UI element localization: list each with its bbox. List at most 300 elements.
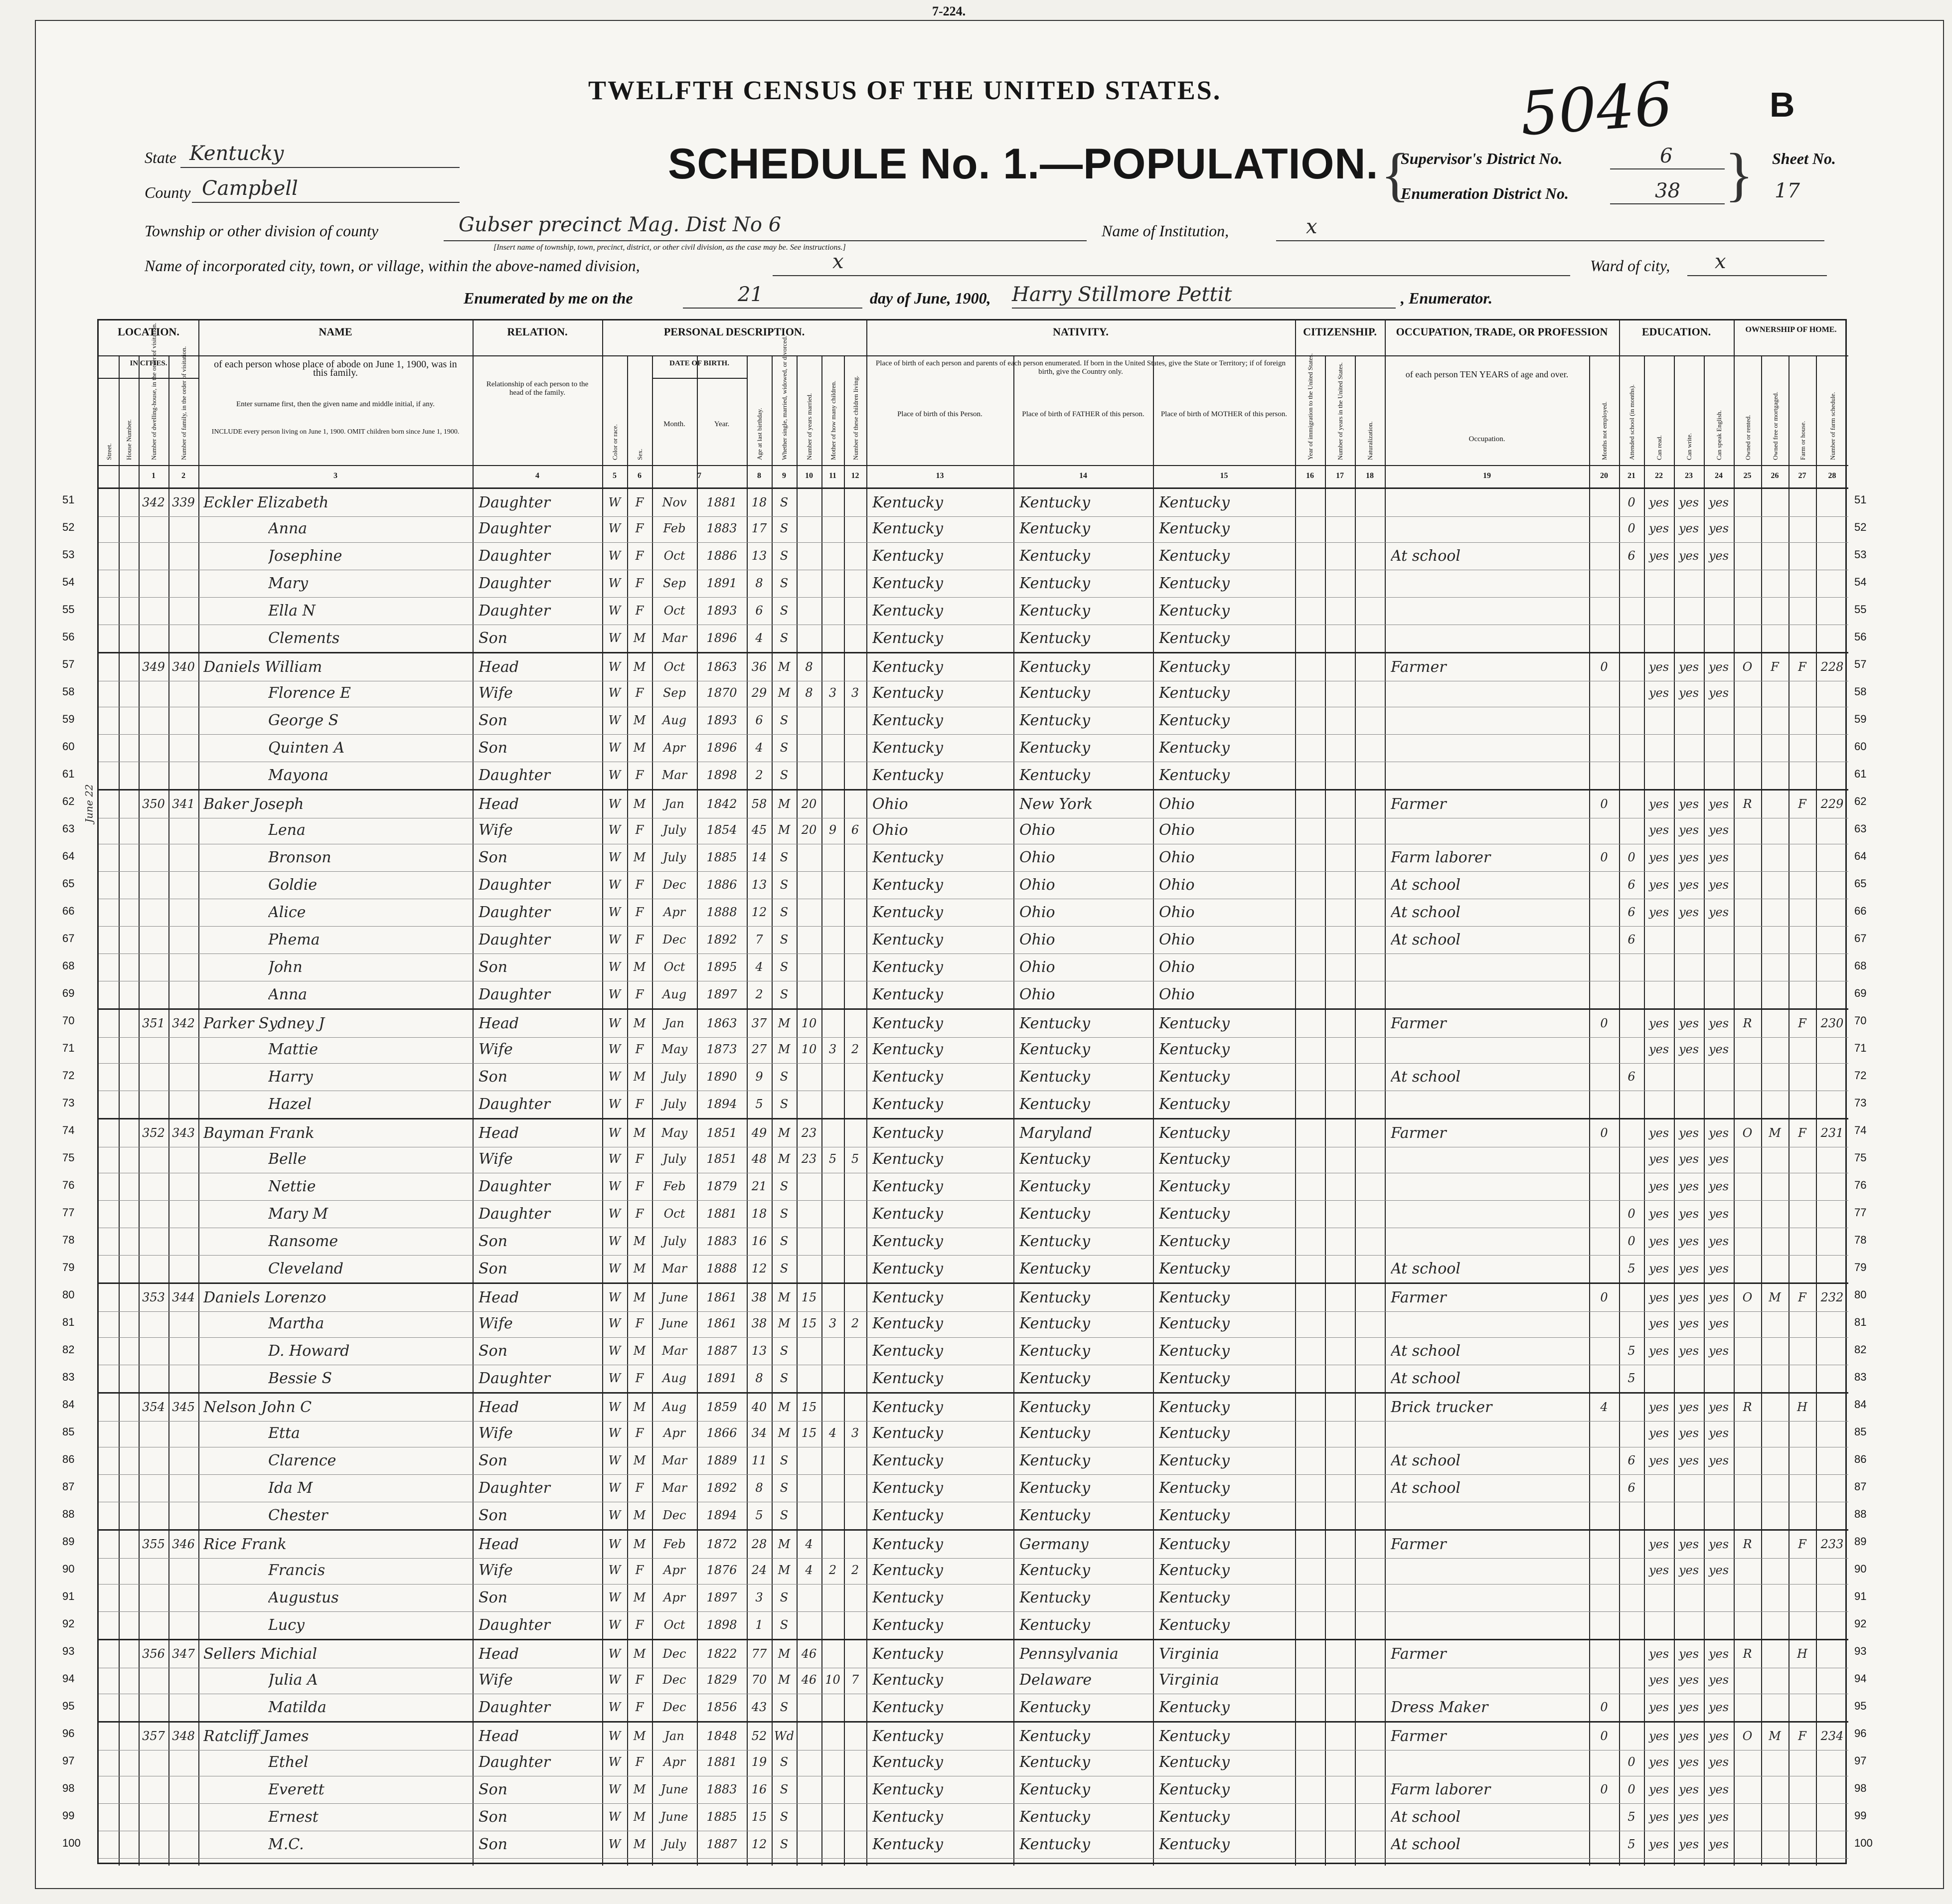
cell-ym: 8 <box>805 686 813 700</box>
cell-age: 6 <box>755 604 763 618</box>
cell-fob: New York <box>1019 795 1093 813</box>
cell-sch <box>1619 1173 1644 1200</box>
cell-sex: M <box>633 1647 646 1661</box>
cell-name: Eckler Elizabeth <box>203 494 329 511</box>
cell-fh <box>1789 489 1816 516</box>
cell-mob: Kentucky <box>1159 494 1230 511</box>
cell-name: Francis <box>268 1562 325 1579</box>
cell-ym <box>797 1365 821 1392</box>
cell-own <box>1734 762 1761 789</box>
cell-yr: 1898 <box>706 1618 737 1632</box>
cell-mne <box>1589 899 1619 926</box>
cell-mot <box>821 1200 844 1228</box>
state-label: State <box>145 149 176 166</box>
cell-rd: yes <box>1648 878 1669 892</box>
cell-ym <box>797 1611 821 1639</box>
cell-fh <box>1789 1228 1816 1255</box>
cell-fh <box>1789 816 1816 844</box>
cell-fam: 339 <box>172 495 195 509</box>
cell-fob: Kentucky <box>1019 520 1090 537</box>
cell-liv: 3 <box>851 686 859 700</box>
name-group-header: NAME <box>319 325 352 338</box>
cell-wr: yes <box>1678 1453 1699 1467</box>
cell-dw <box>139 1255 168 1282</box>
cell-sp: yes <box>1708 660 1729 674</box>
cell-fs <box>1816 1091 1848 1118</box>
cell-fob: Delaware <box>1019 1671 1092 1689</box>
cell-occ: Dress Maker <box>1391 1699 1488 1716</box>
cell-sex: M <box>633 1016 646 1030</box>
cell-sch <box>1619 1694 1644 1721</box>
cell-fr <box>1761 791 1789 818</box>
cell-mo: Feb <box>663 1179 686 1193</box>
cell-name: Florence E <box>268 684 351 702</box>
cell-fh <box>1789 1173 1816 1200</box>
cell-ym <box>797 734 821 762</box>
cell-mar: M <box>778 1563 791 1577</box>
cell-wr: yes <box>1678 1316 1699 1330</box>
cell-rd: yes <box>1648 1042 1669 1056</box>
cell-fh <box>1789 1474 1816 1502</box>
cell-dw: 349 <box>142 660 165 674</box>
cell-yr: 1897 <box>706 1590 737 1604</box>
cell-sch <box>1619 597 1644 625</box>
cell-mo: Apr <box>663 741 686 755</box>
cell-own <box>1734 1776 1761 1803</box>
line-number-right: 64 <box>1854 850 1867 862</box>
table-row <box>99 597 1848 625</box>
table-row <box>99 1776 1848 1804</box>
sex-header: Sex. <box>636 449 644 460</box>
cell-fr <box>1761 1394 1789 1421</box>
cell-mne: 0 <box>1600 660 1608 674</box>
marital-header: Whether single, married, widowed, or divorced. <box>781 335 788 460</box>
cell-mar: S <box>780 960 789 974</box>
cell-fs <box>1816 1831 1848 1858</box>
cell-own <box>1734 1091 1761 1118</box>
cell-col: W <box>608 1262 621 1275</box>
cell-sch <box>1619 1284 1644 1311</box>
cell-pob: Kentucky <box>872 1616 943 1634</box>
column-number: 18 <box>1366 472 1374 480</box>
cell-occ: At school <box>1391 1260 1461 1277</box>
cell-mne <box>1589 597 1619 625</box>
county-label: County <box>145 183 191 201</box>
cell-occ <box>1391 597 1587 625</box>
cell-rd <box>1644 762 1674 789</box>
cell-fam <box>168 1694 198 1721</box>
cell-age: 49 <box>751 1126 767 1140</box>
line-number-left: 61 <box>62 768 75 780</box>
cell-fs <box>1816 1611 1848 1639</box>
cell-rd: yes <box>1648 905 1669 919</box>
line-number-left: 67 <box>62 932 75 945</box>
cell-sch <box>1619 1420 1644 1447</box>
cell-mob: Kentucky <box>1159 602 1230 620</box>
cell-mne: 0 <box>1600 1729 1608 1743</box>
cell-age: 18 <box>751 1207 767 1221</box>
line-number-left: 58 <box>62 685 75 698</box>
cell-sp: yes <box>1708 1782 1729 1796</box>
cell-mar: S <box>780 1371 789 1385</box>
cell-mar: M <box>778 1673 791 1687</box>
line-number-right: 98 <box>1854 1782 1867 1794</box>
cell-sp: yes <box>1708 1042 1729 1056</box>
cell-sp <box>1704 625 1734 652</box>
cell-sp: yes <box>1708 1673 1729 1687</box>
cell-mne <box>1589 679 1619 707</box>
cell-rel: Daughter <box>479 931 550 949</box>
cell-mo: Mar <box>661 768 687 782</box>
cell-age: 8 <box>755 1371 763 1385</box>
cell-fh <box>1789 1584 1816 1611</box>
table-row <box>99 1008 1848 1038</box>
line-number-left: 71 <box>62 1042 75 1054</box>
cell-rd: yes <box>1648 1016 1669 1030</box>
cell-ym: 15 <box>801 1290 817 1304</box>
cell-fr <box>1761 1365 1789 1392</box>
cell-mar: S <box>780 576 789 590</box>
cell-pob: Kentucky <box>872 1753 943 1771</box>
cell-fob: Ohio <box>1019 931 1055 949</box>
column-number: 27 <box>1798 472 1806 480</box>
cell-wr <box>1674 1091 1704 1118</box>
cell-mot <box>821 653 844 681</box>
cell-age: 27 <box>751 1042 767 1056</box>
cell-dw <box>139 1173 168 1200</box>
cell-pob: Kentucky <box>872 494 943 511</box>
year-header: Year. <box>714 420 730 428</box>
cell-fob: Ohio <box>1019 986 1055 1003</box>
line-number-left: 64 <box>62 850 75 862</box>
cell-rd: yes <box>1648 1810 1669 1824</box>
cell-mob: Kentucky <box>1159 1479 1230 1497</box>
cell-occ <box>1391 1228 1587 1255</box>
cell-age: 14 <box>751 850 767 864</box>
cell-rel: Head <box>479 1289 519 1306</box>
cell-age: 48 <box>751 1152 767 1166</box>
cell-fs <box>1816 1502 1848 1529</box>
schedule-title: SCHEDULE No. 1.—POPULATION. <box>668 140 1379 188</box>
cell-mne <box>1589 1474 1619 1502</box>
cell-mo: Oct <box>663 604 685 618</box>
cell-dw <box>139 1063 168 1091</box>
cell-mar: S <box>780 1508 789 1522</box>
cell-wr <box>1674 570 1704 597</box>
line-number-left: 52 <box>62 521 75 533</box>
cell-dw <box>139 1447 168 1474</box>
column-number: 23 <box>1685 472 1693 480</box>
table-row <box>99 762 1848 790</box>
cell-own <box>1734 625 1761 652</box>
cell-col: W <box>608 1371 621 1385</box>
cell-sp: yes <box>1708 1316 1729 1330</box>
cell-occ: At school <box>1391 876 1461 894</box>
cell-name: Nettie <box>268 1178 316 1195</box>
cell-mar: S <box>780 1344 789 1358</box>
cell-mne: 0 <box>1600 1016 1608 1030</box>
color-header: Color or race. <box>611 424 619 460</box>
cell-age: 4 <box>755 631 763 645</box>
cell-col: W <box>608 1537 621 1551</box>
line-number-left: 79 <box>62 1261 75 1273</box>
cell-ym <box>797 1173 821 1200</box>
cell-sex: F <box>635 604 644 618</box>
cell-mot <box>821 1228 844 1255</box>
cell-fh: F <box>1798 1126 1806 1140</box>
cell-rel: Son <box>479 712 507 729</box>
cell-age: 7 <box>755 933 763 947</box>
cell-col: W <box>608 1700 621 1714</box>
cell-fob: Kentucky <box>1019 1178 1090 1195</box>
occupation-col-header: Occupation. <box>1468 435 1505 443</box>
cell-mne <box>1589 1831 1619 1858</box>
cell-fob: Kentucky <box>1019 1425 1090 1442</box>
cell-mob: Kentucky <box>1159 1452 1230 1469</box>
cell-rd: yes <box>1648 1262 1669 1275</box>
cell-fob: Kentucky <box>1019 1808 1090 1826</box>
cell-mob: Kentucky <box>1159 1562 1230 1579</box>
cell-fob: Ohio <box>1019 958 1055 976</box>
cell-wr <box>1674 981 1704 1008</box>
cell-own <box>1734 1694 1761 1721</box>
cell-mar: M <box>778 1016 791 1030</box>
cell-mob: Kentucky <box>1159 1616 1230 1634</box>
cell-name: Ethel <box>268 1753 309 1771</box>
cell-sch <box>1619 570 1644 597</box>
cell-sp: yes <box>1708 549 1729 563</box>
cell-mar: S <box>780 1837 789 1851</box>
line-number-right: 56 <box>1854 631 1867 643</box>
enumeration-underline <box>1610 203 1725 204</box>
line-number-left: 96 <box>62 1727 75 1740</box>
cell-mob: Kentucky <box>1159 658 1230 676</box>
cell-occ <box>1391 1748 1587 1776</box>
cell-name: Ernest <box>268 1808 319 1826</box>
cell-pob: Kentucky <box>872 767 943 784</box>
cell-pob: Kentucky <box>872 1452 943 1469</box>
cell-age: 38 <box>751 1290 767 1304</box>
cell-mot <box>821 871 844 899</box>
cell-age: 2 <box>755 987 763 1001</box>
cell-mo: Jan <box>664 1016 684 1030</box>
cell-fh <box>1789 1200 1816 1228</box>
cell-yr: 1873 <box>706 1042 737 1056</box>
cell-mot <box>821 734 844 762</box>
column-number: 1 <box>152 472 156 480</box>
cell-fs <box>1816 542 1848 570</box>
cell-liv <box>844 515 866 542</box>
column-number: 8 <box>757 472 761 480</box>
cell-fam <box>168 953 198 981</box>
ward-value: x <box>1715 250 1726 273</box>
cell-sex: M <box>633 1262 646 1275</box>
cell-own: R <box>1743 1537 1752 1551</box>
cell-age: 58 <box>751 797 767 811</box>
cell-yr: 1859 <box>706 1400 737 1414</box>
cell-age: 16 <box>751 1234 767 1248</box>
cell-ym <box>797 1228 821 1255</box>
cell-sp: yes <box>1708 1453 1729 1467</box>
cell-sch: 0 <box>1627 1755 1635 1769</box>
cell-rel: Son <box>479 1507 507 1524</box>
cell-sp <box>1704 953 1734 981</box>
cell-ym <box>797 570 821 597</box>
cell-name: Chester <box>268 1507 328 1524</box>
cell-fr <box>1761 871 1789 899</box>
cell-dw <box>139 679 168 707</box>
cell-name: Ella N <box>268 602 316 620</box>
cell-liv <box>844 1502 866 1529</box>
cell-fs <box>1816 1748 1848 1776</box>
cell-liv <box>844 1365 866 1392</box>
cell-age: 19 <box>751 1755 767 1769</box>
cell-rel: Daughter <box>479 767 550 784</box>
line-number-right: 94 <box>1854 1672 1867 1685</box>
cell-occ <box>1391 1200 1587 1228</box>
cell-sch: 0 <box>1627 1207 1635 1221</box>
cell-occ: Brick trucker <box>1391 1399 1492 1416</box>
cell-liv <box>844 625 866 652</box>
cell-mob: Virginia <box>1159 1645 1219 1663</box>
cell-pob: Kentucky <box>872 684 943 702</box>
cell-ym <box>797 953 821 981</box>
cell-mo: Feb <box>663 521 686 535</box>
cell-mne <box>1589 1063 1619 1091</box>
cell-fob: Ohio <box>1019 876 1055 894</box>
cell-mot <box>821 981 844 1008</box>
cell-liv <box>844 1447 866 1474</box>
cell-mne <box>1589 1091 1619 1118</box>
cell-rel: Son <box>479 1260 507 1277</box>
column-number: 2 <box>181 472 185 480</box>
cell-fob: Kentucky <box>1019 494 1090 511</box>
cell-sch: 0 <box>1627 1782 1635 1796</box>
line-number-right: 73 <box>1854 1097 1867 1109</box>
cell-fob: Kentucky <box>1019 1507 1090 1524</box>
line-number-left: 92 <box>62 1617 75 1630</box>
cell-fob: Kentucky <box>1019 684 1090 702</box>
cell-mar: S <box>780 905 789 919</box>
cell-wr <box>1674 762 1704 789</box>
cell-fr <box>1761 926 1789 953</box>
cell-yr: 1881 <box>706 495 737 509</box>
cell-liv <box>844 1584 866 1611</box>
cell-col: W <box>608 768 621 782</box>
line-number-right: 86 <box>1854 1453 1867 1465</box>
cell-pob: Kentucky <box>872 1096 943 1113</box>
cell-sch: 0 <box>1627 521 1635 535</box>
cell-liv <box>844 707 866 734</box>
cell-sch <box>1619 1036 1644 1063</box>
cell-rd <box>1644 981 1674 1008</box>
cell-mot: 10 <box>825 1673 840 1687</box>
cell-own <box>1734 1255 1761 1282</box>
cell-col: W <box>608 495 621 509</box>
cell-sex: F <box>635 1042 644 1056</box>
enum-day: 21 <box>738 283 763 306</box>
cell-fh <box>1789 625 1816 652</box>
cell-rel: Wife <box>479 1425 513 1442</box>
cell-rel: Daughter <box>479 876 550 894</box>
cell-yr: 1876 <box>706 1563 737 1577</box>
cell-age: 4 <box>755 960 763 974</box>
cell-rd <box>1644 734 1674 762</box>
cell-sex: F <box>635 686 644 700</box>
cell-sex: F <box>635 1371 644 1385</box>
cell-ym <box>797 1584 821 1611</box>
cell-mar: S <box>780 495 789 509</box>
cell-fob: Kentucky <box>1019 1205 1090 1223</box>
cell-fs <box>1816 625 1848 652</box>
cell-sch: 5 <box>1627 1262 1635 1275</box>
cell-ym <box>797 1063 821 1091</box>
cell-age: 8 <box>755 576 763 590</box>
cell-fh: F <box>1798 660 1806 674</box>
cell-mo: Mar <box>661 1344 687 1358</box>
cell-fr <box>1761 1694 1789 1721</box>
cell-rd: yes <box>1648 1563 1669 1577</box>
cell-sp <box>1704 1584 1734 1611</box>
cell-col: W <box>608 878 621 892</box>
cell-fh: H <box>1797 1647 1807 1661</box>
cell-fam <box>168 542 198 570</box>
cell-sp <box>1704 981 1734 1008</box>
cell-mne <box>1589 1748 1619 1776</box>
cell-dw: 356 <box>142 1647 165 1661</box>
cell-age: 17 <box>751 521 767 535</box>
table-row <box>99 1063 1848 1091</box>
cell-wr: yes <box>1678 1262 1699 1275</box>
cell-mo: Apr <box>663 1590 686 1604</box>
cell-mot <box>821 1694 844 1721</box>
cell-fam <box>168 597 198 625</box>
cell-own <box>1734 1173 1761 1200</box>
cell-age: 15 <box>751 1810 767 1824</box>
line-number-right: 70 <box>1854 1014 1867 1027</box>
cell-mot <box>821 1365 844 1392</box>
cell-mne <box>1589 542 1619 570</box>
city-label: Name of incorporated city, town, or village, within the above-named division, <box>145 257 640 275</box>
cell-ym <box>797 1803 821 1831</box>
cell-age: 21 <box>751 1179 767 1193</box>
cell-pob: Kentucky <box>872 739 943 757</box>
cell-occ <box>1391 1145 1587 1173</box>
cell-mo: June <box>660 1316 688 1330</box>
cell-fob: Maryland <box>1019 1124 1092 1142</box>
cell-sex: F <box>635 1481 644 1495</box>
cell-rel: Head <box>479 795 519 813</box>
cell-liv <box>844 1255 866 1282</box>
cell-dw <box>139 1803 168 1831</box>
cell-yr: 1887 <box>706 1837 737 1851</box>
stamp-number: 5046 <box>1518 69 1675 150</box>
cell-mar: S <box>780 631 789 645</box>
cell-wr: yes <box>1678 1810 1699 1824</box>
line-number-left: 77 <box>62 1206 75 1219</box>
city-value: x <box>832 250 844 273</box>
cell-dw <box>139 707 168 734</box>
cell-occ <box>1391 734 1587 762</box>
cell-mot <box>821 1831 844 1858</box>
cell-sp: yes <box>1708 1426 1729 1440</box>
cell-rel: Head <box>479 1536 519 1553</box>
cell-mo: July <box>662 1097 686 1111</box>
cell-sch: 6 <box>1627 1070 1635 1084</box>
cell-name: Mayona <box>268 767 328 784</box>
relation-group-header: RELATION. <box>507 325 568 338</box>
cell-wr: yes <box>1678 878 1699 892</box>
